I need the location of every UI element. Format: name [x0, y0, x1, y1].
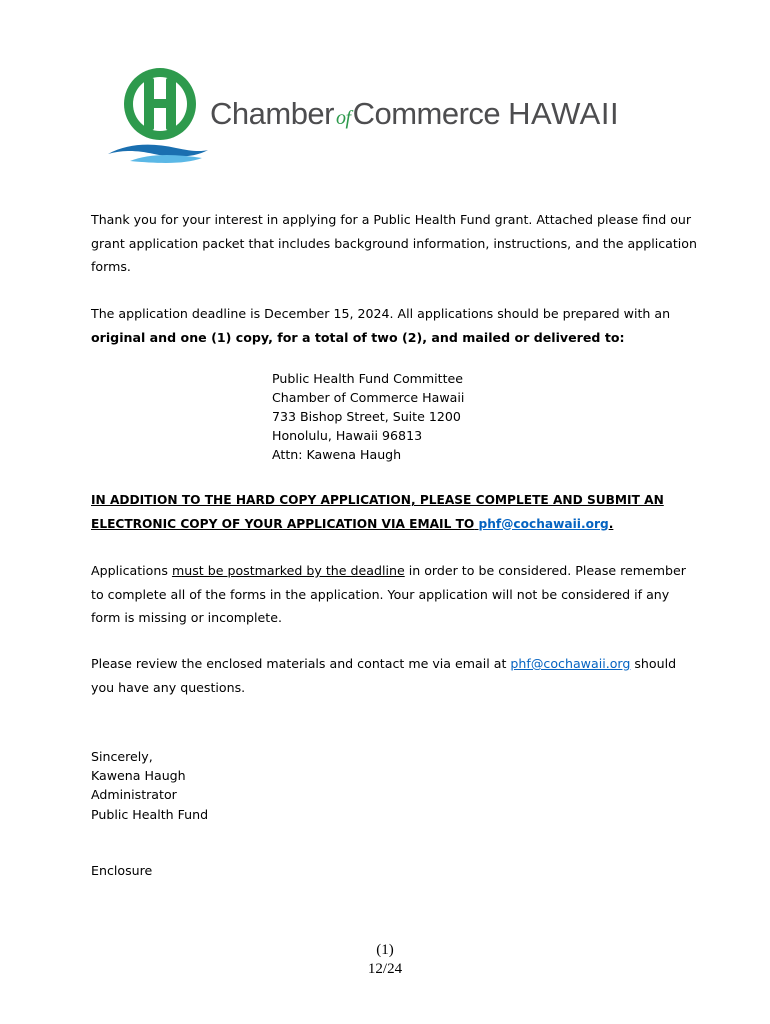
- page-footer: [0, 941, 770, 979]
- intro-line: Thank you for your interest in applying for a Public Health Fund grant. Attached please find our: [91, 212, 692, 227]
- notice-text: ELECTRONIC COPY OF YOUR APPLICATION VIA EMAIL TO: [91, 516, 475, 531]
- postmark-suffix: in order to be considered. Please remember: [408, 563, 686, 578]
- deadline-bold-line: original and one (1) copy, for a total of two (2), and mailed or delivered to:: [91, 329, 625, 345]
- notice-line: IN ADDITION TO THE HARD COPY APPLICATION, PLEASE COMPLETE AND SUBMIT AN: [91, 493, 664, 507]
- email-link[interactable]: phf@cochawaii.org: [510, 656, 631, 671]
- mailing-address: [272, 369, 464, 464]
- page-number: (1): [376, 942, 394, 958]
- logo-word-hawaii: HAWAII: [508, 96, 620, 131]
- postmark-prefix: Applications: [91, 563, 168, 578]
- postmark-line: form is missing or incomplete.: [91, 610, 282, 625]
- postmark-underlined: must be postmarked by the deadline: [171, 563, 405, 578]
- deadline-paragraph: [91, 302, 691, 349]
- deadline-line: The application deadline is December 15, 2024. All applications should be prepared with an: [91, 306, 671, 321]
- email-link[interactable]: phf@cochawaii.org: [478, 516, 609, 531]
- notice-line: [91, 513, 691, 537]
- address-line: Attn: Kawena Haugh: [272, 447, 402, 462]
- intro-line: grant application packet that includes background information, instructions, and the application: [91, 235, 697, 251]
- signer-org: Public Health Fund: [91, 806, 209, 822]
- signer-title: Administrator: [91, 787, 177, 803]
- review-paragraph: [91, 652, 691, 699]
- signer-name: Kawena Haugh: [91, 768, 186, 784]
- postmark-line: [91, 559, 691, 583]
- review-line: you have any questions.: [91, 679, 246, 695]
- address-line: Public Health Fund Committee: [272, 371, 464, 386]
- review-prefix: Please review the enclosed materials and contact me via email at: [91, 656, 507, 671]
- address-line: Chamber of Commerce Hawaii: [272, 390, 465, 405]
- logo-wordmark: [210, 94, 619, 138]
- closing: Sincerely,: [91, 749, 153, 764]
- postmark-paragraph: [91, 559, 691, 630]
- address-line: 733 Bishop Street, Suite 1200: [272, 409, 461, 424]
- address-line: Honolulu, Hawaii 96813: [272, 428, 423, 443]
- logo-word-of: of: [336, 107, 351, 129]
- postmark-line: to complete all of the forms in the application. Your application will not be considered if any: [91, 586, 670, 602]
- logo-word-chamber: Chamber: [210, 96, 334, 131]
- review-line: [91, 652, 691, 676]
- signature-block: [91, 747, 208, 824]
- enclosure-note: Enclosure: [91, 863, 153, 878]
- intro-line: forms.: [91, 259, 131, 274]
- intro-paragraph: [91, 208, 697, 279]
- logo-wave-light: [130, 155, 202, 163]
- logo-wave-dark: [108, 145, 208, 157]
- electronic-copy-notice: [91, 489, 691, 536]
- review-suffix: should: [634, 656, 677, 671]
- logo-word-commerce: Commerce: [352, 96, 501, 131]
- revision-date: 12/24: [367, 961, 403, 977]
- notice-period: .: [608, 516, 614, 531]
